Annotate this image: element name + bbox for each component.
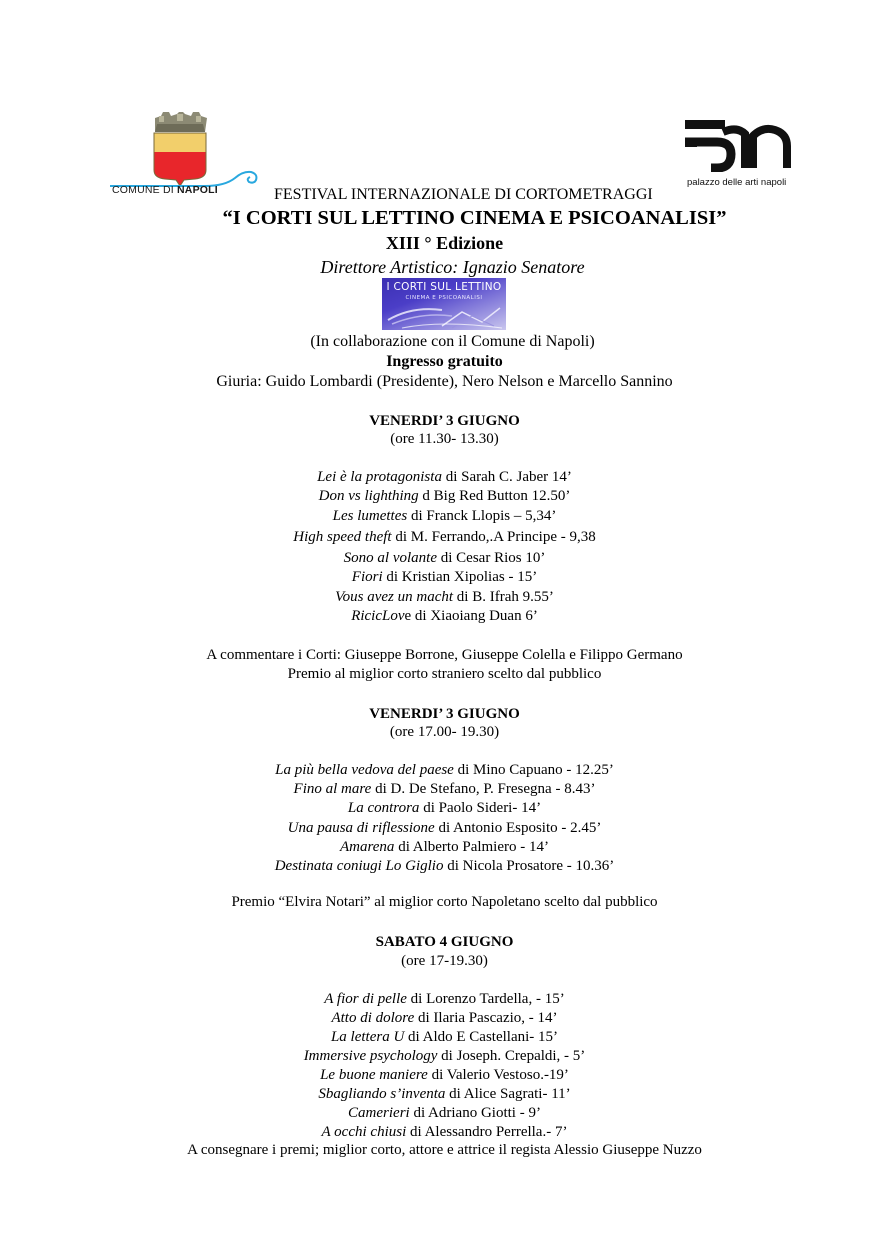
film-item: Destinata coniugi Lo Giglio di Nicola Prosatore - 10.36’ [274,858,615,874]
session-3-day: SABATO 4 GIUGNO [375,934,514,950]
film-item: RicicLove di Xiaoiang Duan 6’ [351,608,538,624]
film-item: Immersive psychology di Joseph. Crepaldi, - 5’ [303,1048,586,1064]
free-entry-label: Ingresso gratuito [386,353,503,370]
session-2-day: VENERDI’ 3 GIUGNO [369,706,520,722]
film-item: Vous avez un macht di B. Ifrah 9.55’ [335,589,554,605]
session-2-award: Premio “Elvira Notari” al miglior corto Napoletano scelto dal pubblico [231,894,658,910]
film-item: Una pausa di riflessione di Antonio Esposito - 2.45’ [287,820,602,836]
artistic-director: Direttore Artistico: Ignazio Senatore [320,257,585,277]
pan-logo-text: palazzo delle arti napoli [687,177,787,188]
film-item: Amarena di Alberto Palmiero - 14’ [340,839,549,855]
film-item: High speed theft di M. Ferrando,.A Principe - 9,38 [293,529,596,545]
session-1-day: VENERDI’ 3 GIUGNO [369,413,520,429]
film-item: Fiori di Kristian Xipolias - 15’ [351,569,538,585]
film-item: Sbagliando s’inventa di Alice Sagrati- 11’ [318,1086,571,1102]
film-item: Le buone maniere di Valerio Vestoso.-19’ [320,1067,569,1083]
jury-line: Giuria: Guido Lombardi (Presidente), Nero Nelson e Marcello Sannino [216,373,673,390]
session-1-commentators: A commentare i Corti: Giuseppe Borrone, Giuseppe Colella e Filippo Germano [206,647,683,663]
film-item: A occhi chiusi di Alessandro Perrella.- 7’ [321,1124,568,1140]
film-item: Sono al volante di Cesar Rios 10’ [343,550,546,566]
film-item: La più bella vedova del paese di Mino Capuano - 12.25’ [275,762,614,778]
session-2-time: (ore 17.00- 19.30) [389,724,500,740]
banner-title: I CORTI SUL LETTINO [386,281,502,293]
pan-logo [683,112,795,192]
festival-title: “I CORTI SUL LETTINO CINEMA E PSICOANALISI” [222,207,727,229]
edition-label: XIII ° Edizione [385,233,504,253]
film-item: Les lumettes di Franck Llopis – 5,34’ [332,508,557,524]
session-1-time: (ore 11.30- 13.30) [390,431,499,447]
film-item: Atto di dolore di Ilaria Pascazio, - 14’ [331,1010,558,1026]
film-item: Don vs lighthing d Big Red Button 12.50’ [318,488,571,504]
film-item: La lettera U di Aldo E Castellani- 15’ [330,1029,559,1045]
session-3-time: (ore 17-19.30) [401,953,488,969]
film-item: La controra di Paolo Sideri- 14’ [347,800,542,816]
film-item: Camerieri di Adriano Giotti - 9’ [348,1105,541,1121]
festival-banner-image [382,278,506,330]
session-3-award-presenter: A consegnare i premi; miglior corto, attore e attrice il regista Alessio Giuseppe Nuzzo [187,1142,702,1158]
banner-subtitle: CINEMA E PSICOANALISI [405,295,483,301]
comune-logo-text: COMUNE DI NAPOLI [112,184,218,196]
pan-mark-icon [683,112,795,172]
film-item: A fior di pelle di Lorenzo Tardella, - 15’ [324,991,565,1007]
film-item: Fino al mare di D. De Stefano, P. Fresegna - 8.43’ [293,781,596,797]
film-item: Lei è la protagonista di Sarah C. Jaber 14’ [317,469,572,485]
festival-line: FESTIVAL INTERNAZIONALE DI CORTOMETRAGGI [274,186,653,203]
session-1-award: Premio al miglior corto straniero scelto dal pubblico [287,666,602,682]
comune-di-napoli-logo [108,108,263,198]
collaboration-note: (In collaborazione con il Comune di Napoli) [310,333,595,350]
banner-film-reel-icon [382,300,506,330]
